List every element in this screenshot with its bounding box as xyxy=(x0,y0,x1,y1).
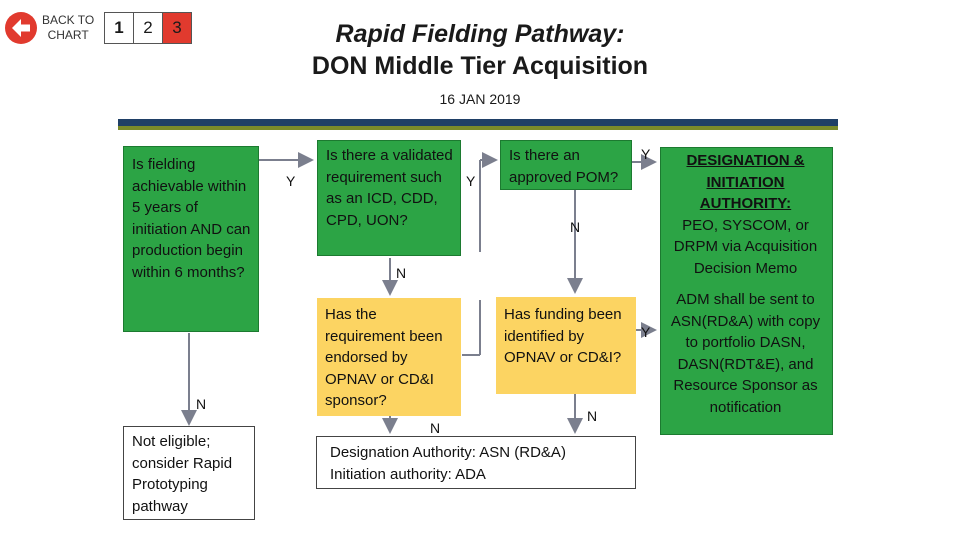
adm-note: ADM shall be sent to ASN(RD&A) with copy to portfolio DASN, DASN(RDT&E), and Resource Sponsor as notification xyxy=(670,291,821,416)
label-n-q4: N xyxy=(430,420,441,436)
not-eligible-box: Not eligible; consider Rapid Prototyping pathway xyxy=(123,426,255,520)
authority-box xyxy=(660,147,833,435)
initiation-authority-text: Initiation authority: ADA xyxy=(330,465,486,483)
back-to-chart-label: BACK TO CHART xyxy=(42,13,95,42)
label-n-q5: N xyxy=(587,408,598,424)
page-tab-3[interactable]: 3 xyxy=(163,13,191,43)
label-n-q2: N xyxy=(396,265,407,281)
q4-endorsed-box: Has the requirement been endorsed by OPNAV or CD&I sponsor? xyxy=(317,298,461,416)
designation-authority-box xyxy=(316,436,636,489)
label-y-q3: Y xyxy=(641,146,651,162)
authority-heading: DESIGNATION & INITIATION AUTHORITY: xyxy=(686,152,805,212)
label-y-q2: Y xyxy=(466,173,476,189)
q2-validated-requirement-box: Is there a validated requirement such as an ICD, CDD, CPD, UON? xyxy=(317,140,461,256)
designation-authority-text: Designation Authority: ASN (RD&A) xyxy=(330,444,566,461)
page-tab-2[interactable]: 2 xyxy=(134,13,163,43)
date-label: 16 JAN 2019 xyxy=(439,91,521,107)
label-n-q1: N xyxy=(196,396,207,412)
title-line-2: DON Middle Tier Acquisition xyxy=(311,52,649,80)
page-tab-1[interactable]: 1 xyxy=(105,13,134,43)
q1-fielding-box: Is fielding achievable within 5 years of initiation AND can production begin within 6 months? xyxy=(123,146,259,332)
title-line-1: Rapid Fielding Pathway: xyxy=(335,20,625,48)
label-y-q1: Y xyxy=(286,173,296,189)
q5-funding-box: Has funding been identified by OPNAV or CD&I? xyxy=(496,297,636,394)
label-y-q5: Y xyxy=(641,324,651,340)
label-n-q3: N xyxy=(570,219,581,235)
q3-approved-pom-box: Is there an approved POM? xyxy=(500,140,632,190)
authority-body: PEO, SYSCOM, or DRPM via Acquisition Decision Memo xyxy=(673,216,818,277)
